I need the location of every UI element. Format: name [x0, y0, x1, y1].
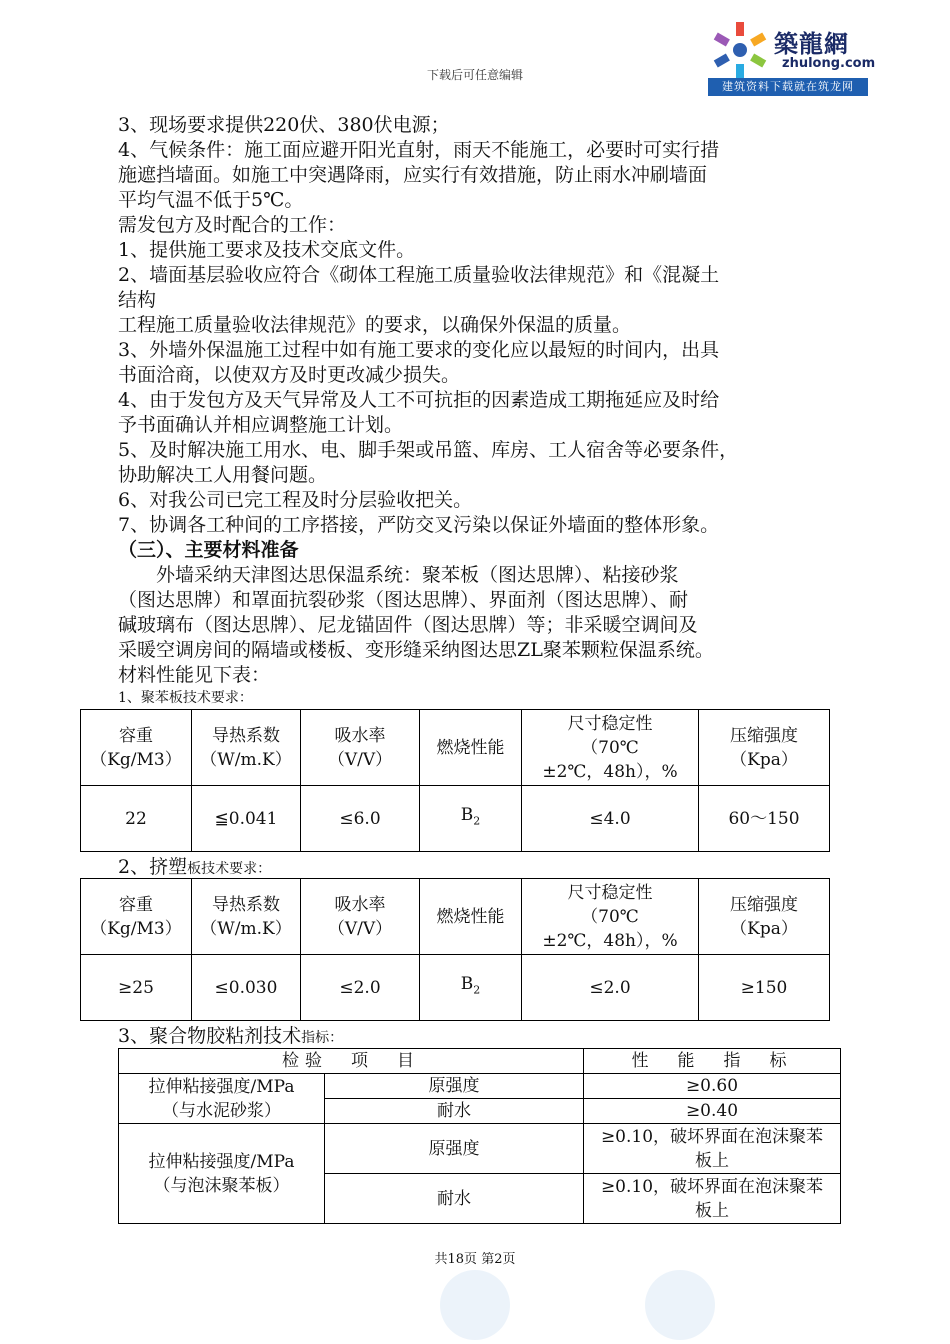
- header-cell: 检验 项 目: [119, 1049, 584, 1074]
- header-cell: 吸水率 （V/V）: [301, 879, 420, 955]
- table3-caption: 3、聚合物胶粘剂技术指标：: [118, 1025, 344, 1047]
- body-line: 4、气候条件：施工面应避开阳光直射，雨天不能施工，必要时可实行措: [118, 139, 720, 161]
- value-cell: ≥0.10，破坏界面在泡沫聚苯 板上: [584, 1174, 841, 1224]
- body-line: 1、提供施工要求及技术交底文件。: [118, 239, 416, 261]
- body-line: 书面洽商，以使双方及时更改减少损失。: [118, 364, 461, 386]
- page-footer: 共18页 第2页: [434, 1252, 516, 1267]
- header-cell: 燃烧性能: [420, 710, 522, 786]
- para-line: 外墙采纳天津图达思保温系统：聚苯板（图达思牌）、粘接砂浆: [118, 564, 679, 586]
- item-cell: 耐水: [325, 1099, 584, 1124]
- value-cell: ≥150: [699, 955, 830, 1021]
- body-line: 3、外墙外保温施工过程中如有施工要求的变化应以最短的时间内，出具: [118, 339, 720, 361]
- document-body: [118, 113, 838, 708]
- group-name-cell: 拉伸粘接强度/MPa （与泡沫聚苯板）: [119, 1124, 325, 1224]
- para-line: 采暖空调房间的隔墙或楼板、变形缝采纳图达思ZL聚苯颗粒保温系统。: [118, 639, 714, 661]
- page-header: 下载后可任意编辑: [426, 68, 523, 82]
- value-cell: ≤4.0: [522, 786, 699, 852]
- table2-caption: 2、挤塑板技术要求：: [118, 856, 272, 878]
- header-cell: 尺寸稳定性 （70℃ ±2℃，48h），%: [522, 879, 699, 955]
- body-line: 平均气温不低于5℃。: [118, 189, 304, 211]
- body-line: 6、对我公司已完工程及时分层验收把关。: [118, 489, 473, 511]
- value-cell: $B_2$: [420, 786, 522, 852]
- table1-caption: 1、聚苯板技术要求：: [118, 690, 253, 706]
- value-cell: ≤0.030: [192, 955, 301, 1021]
- body-line: 工程施工质量验收法律规范》的要求，以确保外保温的质量。: [118, 314, 632, 336]
- value-cell: $B_2$: [420, 955, 522, 1021]
- header-cell: 吸水率 （V/V）: [301, 710, 420, 786]
- header-cell: 导热系数 （W/m.K）: [192, 879, 301, 955]
- value-cell: ≥25: [81, 955, 192, 1021]
- para-line: 碱玻璃布（图达思牌）、尼龙锚固件（图达思牌）等；非采暖空调间及: [118, 614, 698, 636]
- body-line: 7、协调各工种间的工序搭接，严防交叉污染以保证外墙面的整体形象。: [118, 514, 720, 536]
- body-line: 需发包方及时配合的工作：: [118, 214, 347, 236]
- body-line: 5、及时解决施工用水、电、脚手架或吊篮、库房、工人宿舍等必要条件，: [118, 439, 739, 461]
- value-cell: 60～150: [699, 786, 830, 852]
- adhesive-spec-table: [118, 1048, 841, 1224]
- header-cell: 性 能 指 标: [584, 1049, 841, 1074]
- value-cell: ≦0.041: [192, 786, 301, 852]
- header-cell: 容重 （Kg/M3）: [81, 710, 192, 786]
- para-line: 材料性能见下表：: [118, 664, 271, 686]
- header-cell: 导热系数 （W/m.K）: [192, 710, 301, 786]
- value-cell: ≤6.0: [301, 786, 420, 852]
- section-title: （三）、主要材料准备: [118, 539, 299, 561]
- body-line: 4、由于发包方及天气异常及人工不可抗拒的因素造成工期拖延应及时给: [118, 389, 720, 411]
- body-line: 2、墙面基层验收应符合《砌体工程施工质量验收法律规范》和《混凝土: [118, 264, 720, 286]
- value-cell: ≥0.10，破坏界面在泡沫聚苯 板上: [584, 1124, 841, 1174]
- logo-name: 築龍網: [774, 30, 849, 58]
- watermark-snowflake: [440, 1270, 510, 1340]
- snowflake-logo-icon: [708, 18, 772, 82]
- body-line: 协助解决工人用餐问题。: [118, 464, 328, 486]
- logo-slogan: 建筑资料下载就在筑龙网: [708, 78, 868, 96]
- header-cell: 尺寸稳定性 （70℃ ±2℃，48h），%: [522, 710, 699, 786]
- para-line: （图达思牌）和罩面抗裂砂浆（图达思牌）、界面剂（图达思牌）、耐: [118, 589, 689, 611]
- header-cell: 压缩强度 （Kpa）: [699, 710, 830, 786]
- value-cell: ≥0.60: [584, 1074, 841, 1099]
- header-cell: 容重 （Kg/M3）: [81, 879, 192, 955]
- header-cell: 燃烧性能: [420, 879, 522, 955]
- value-cell: ≥0.40: [584, 1099, 841, 1124]
- item-cell: 耐水: [325, 1174, 584, 1224]
- value-cell: ≤2.0: [522, 955, 699, 1021]
- value-cell: ≤2.0: [301, 955, 420, 1021]
- body-line: 予书面确认并相应调整施工计划。: [118, 414, 404, 436]
- logo-domain: zhulong.com: [782, 56, 876, 71]
- xps-board-spec-table: [80, 878, 830, 1021]
- item-cell: 原强度: [325, 1074, 584, 1099]
- watermark-snowflake: [645, 1270, 715, 1340]
- body-line: 施遮挡墙面。如施工中突遇降雨，应实行有效措施，防止雨水冲刷墙面: [118, 164, 708, 186]
- value-cell: 22: [81, 786, 192, 852]
- eps-board-spec-table: [80, 709, 830, 852]
- body-line: 结构: [118, 289, 157, 311]
- item-cell: 原强度: [325, 1124, 584, 1174]
- group-name-cell: 拉伸粘接强度/MPa （与水泥砂浆）: [119, 1074, 325, 1124]
- body-line: 3、现场要求提供220伏、380伏电源；: [118, 114, 450, 136]
- header-cell: 压缩强度 （Kpa）: [699, 879, 830, 955]
- zhulong-logo: [708, 18, 876, 96]
